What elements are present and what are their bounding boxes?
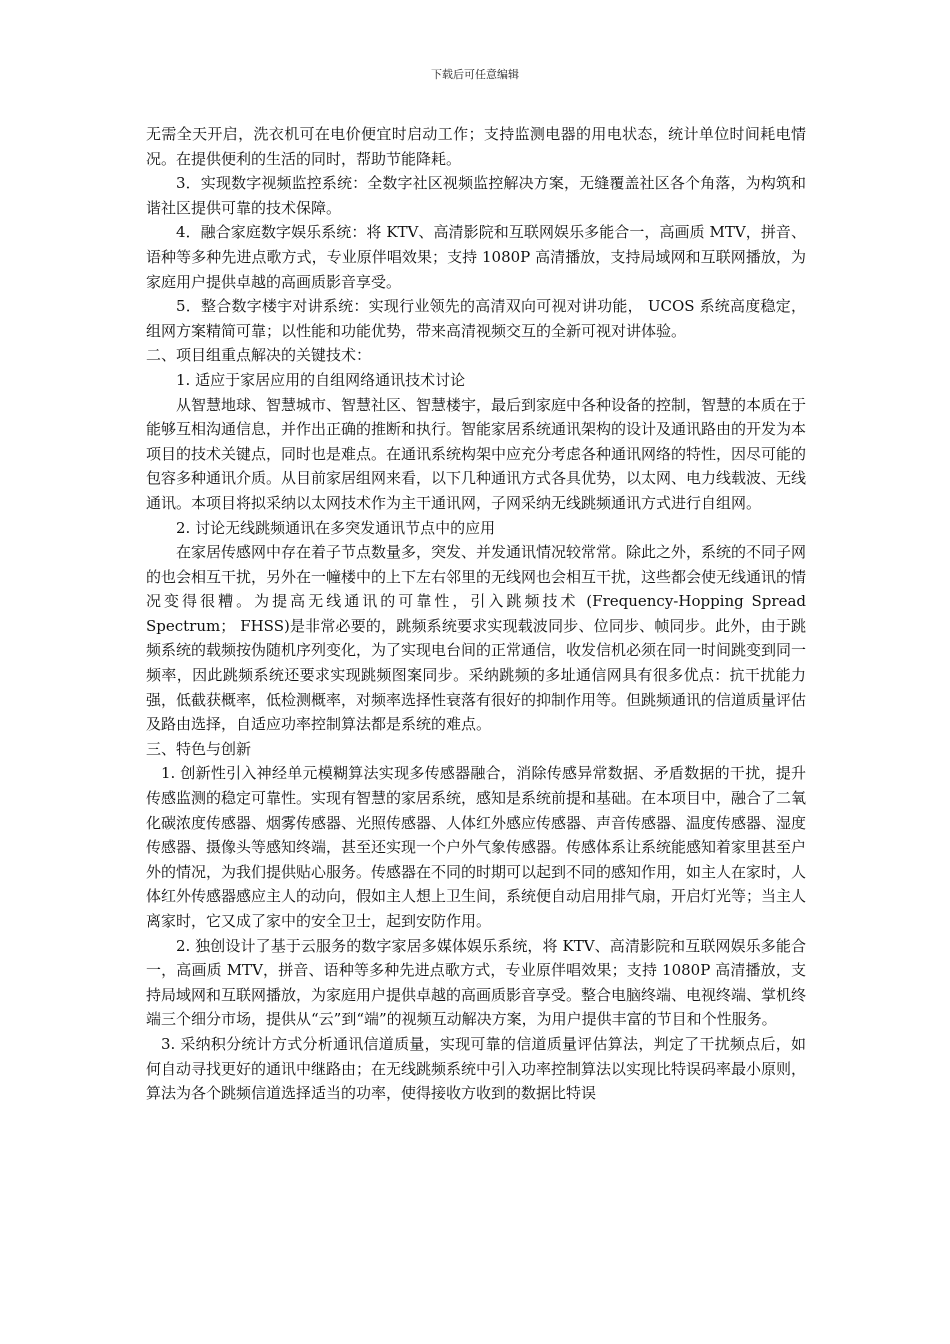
paragraph: 从智慧地球、智慧城市、智慧社区、智慧楼宇，最后到家庭中各种设备的控制，智慧的本质在于能够互相沟通信息，并作出正确的推断和执行。智能家居系统通讯架构的设计及通讯路由的开发为本项目的技术关键点，同时也是难点。在通讯系统构架中应充分考虑各种通讯网络的特性，因尽可能的包容多种通讯介质。从目前家居组网来看，以下几种通讯方式各具优势，以太网、电力线载波、无线通讯。本项目将拟采纳以太网技术作为主干通讯网，子网采纳无线跳频通讯方式进行自组网。: [146, 395, 807, 512]
paragraph: 5．整合数字楼宇对讲系统：实现行业领先的高清双向可视对讲功能， UCOS 系统高度稳定，组网方案精简可靠；以性能和功能优势，带来高清视频交互的全新可视对讲体验。: [146, 297, 806, 340]
paragraph: 2. 独创设计了基于云服务的数字家居多媒体娱乐系统，将 KTV、高清影院和互联网娱乐多能合一，高画质 MTV，拼音、语种等多种先进点歌方式，专业原伴唱效果；支持 1080P 高清播放，支持局域网和互联网播放，为家庭用户提供卓越的高画质影音享受。整合电脑终端、电视终端、掌机终端三个细分市场，提供从“云”到“端”的视频互动解决方案，为用户提供丰富的节目和个性服务。: [146, 936, 807, 1029]
document-body: [146, 122, 806, 1106]
page-header: 下载后可任意编辑: [431, 68, 519, 81]
section-heading: 二、项目组重点解决的关键技术：: [146, 346, 372, 365]
paragraph: 在家居传感网中存在着子节点数量多，突发、并发通讯情况较常常。除此之外，系统的不同子网的也会相互干扰，另外在一幢楼中的上下左右邻里的无线网也会相互干扰，这些都会使无线通讯的情况变得很糟。为提高无线通讯的可靠性，引入跳频技术 (Frequency-Hopping Spread Spectrum； FHSS)是非常必要的，跳频系统要求实现载波同步、位同步、帧同步。此外，由于跳频系统的载频按伪随机序列变化，为了实现电台间的正常通信，收发信机必须在同一时间跳变到同一频率，因此跳频系统还要求实现跳频图案同步。采纳跳频的多址通信网具有很多优点：抗干扰能力强，低截获概率，低检测概率，对频率选择性衰落有很好的抑制作用等。但跳频通讯的信道质量评估及路由选择，自适应功率控制算法都是系统的难点。: [146, 543, 807, 734]
section-heading: 三、特色与创新: [146, 739, 252, 758]
paragraph: 3．实现数字视频监控系统：全数字社区视频监控解决方案，无缝覆盖社区各个角落，为构筑和谐社区提供可靠的技术保障。: [146, 174, 806, 217]
paragraph: 4．融合家庭数字娱乐系统：将 KTV、高清影院和互联网娱乐多能合一，高画质 MTV，拼音、语种等多种先进点歌方式，专业原伴唱效果；支持 1080P 高清播放，支持局域网和互联网播放，为家庭用户提供卓越的高画质影音享受。: [146, 223, 806, 291]
subsection-heading: 2. 讨论无线跳频通讯在多突发通讯节点中的应用: [176, 518, 496, 537]
subsection-heading: 1. 适应于家居应用的自组网络通讯技术讨论: [176, 370, 466, 389]
paragraph: 无需全天开启，洗衣机可在电价便宜时启动工作；支持监测电器的用电状态，统计单位时间耗电情况。在提供便利的生活的同时，帮助节能降耗。: [146, 125, 806, 168]
paragraph: 1. 创新性引入神经单元模糊算法实现多传感器融合，消除传感异常数据、矛盾数据的干扰，提升传感监测的稳定可靠性。实现有智慧的家居系统，感知是系统前提和基础。在本项目中，融合了二氧化碳浓度传感器、烟雾传感器、光照传感器、人体红外感应传感器、声音传感器、温度传感器、湿度传感器、摄像头等感知终端，甚至还实现一个户外气象传感器。传感体系让系统能感知着家里甚至户外的情况，为我们提供贴心服务。传感器在不同的时期可以起到不同的感知作用，如主人在家时，人体红外传感器感应主人的动向，假如主人想上卫生间，系统便自动启用排气扇，开启灯光等；当主人离家时，它又成了家中的安全卫士，起到安防作用。: [146, 764, 807, 930]
paragraph: 3. 采纳积分统计方式分析通讯信道质量，实现可靠的信道质量评估算法，判定了干扰频点后，如何自动寻找更好的通讯中继路由；在无线跳频系统中引入功率控制算法以实现比特误码率最小原则，算法为各个跳频信道选择适当的功率，使得接收方收到的数据比特误: [146, 1034, 807, 1103]
